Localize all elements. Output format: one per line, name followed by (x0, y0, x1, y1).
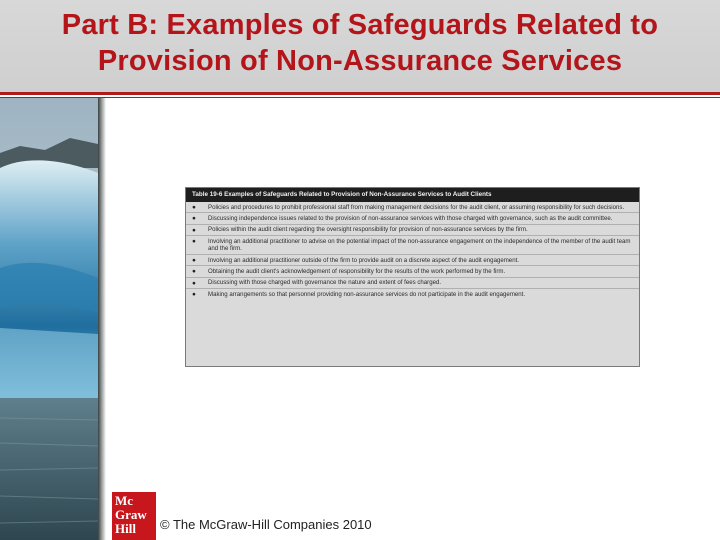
table-row (186, 213, 639, 224)
safeguards-table (185, 187, 640, 367)
bullet-icon: ● (192, 215, 196, 223)
row-text: Policies within the audit client regarding the oversight responsibility for provision of non-assurance services by the firm. (208, 226, 528, 234)
row-text: Involving an additional practitioner to advise on the potential impact of the non-assurance engagement on the independence of the member of the audit team and the firm. (208, 237, 631, 253)
table-row (186, 289, 639, 299)
slide-title-line-2: Provision of Non-Assurance Services (97, 45, 623, 77)
logo-line-3: Hill (115, 521, 136, 536)
table-row (186, 255, 639, 266)
table-heading: Table 19-6 Examples of Safeguards Related to Provision of Non-Assurance Services to Audit Clients (186, 188, 639, 202)
row-text: Obtaining the audit client's acknowledgement of responsibility for the results of the work performed by the firm. (208, 267, 506, 275)
logo-line-2: Graw (115, 507, 147, 522)
bullet-icon: ● (192, 204, 196, 211)
bullet-icon: ● (192, 257, 196, 265)
row-text: Discussing with those charged with governance the nature and extent of fees charged. (208, 279, 442, 287)
table-row (186, 278, 639, 289)
row-text: Policies and procedures to prohibit professional staff from making management decisions for the audit client, or assuming responsibility for such decisions. (208, 203, 625, 211)
title-divider (0, 92, 720, 95)
row-text: Making arrangements so that personnel providing non-assurance services do not participate in the audit engagement. (208, 290, 526, 298)
copyright-text: © The McGraw-Hill Companies 2010 (160, 517, 372, 532)
slide-title-line-1: Part B: Examples of Safeguards Related to (61, 9, 659, 41)
logo-line-1: Mc (115, 493, 134, 508)
mcgraw-hill-logo (112, 492, 156, 540)
iceberg-photo (0, 98, 98, 540)
bullet-icon: ● (192, 238, 196, 246)
row-text: Discussing independence issues related to the provision of non-assurance services with those charged with governance, such as the audit committee. (208, 214, 613, 222)
row-text: Involving an additional practitioner outside of the firm to provide audit on a discrete aspect of the audit engagement. (208, 256, 519, 264)
photo-edge (98, 98, 106, 540)
title-divider-thin (0, 97, 720, 98)
bullet-icon: ● (192, 268, 196, 276)
title-bar (0, 0, 720, 92)
table-row (186, 202, 639, 213)
table-row (186, 236, 639, 255)
bullet-icon: ● (192, 279, 196, 287)
table-row (186, 266, 639, 277)
table-row (186, 225, 639, 236)
bullet-icon: ● (192, 226, 196, 234)
bullet-icon: ● (192, 291, 196, 299)
